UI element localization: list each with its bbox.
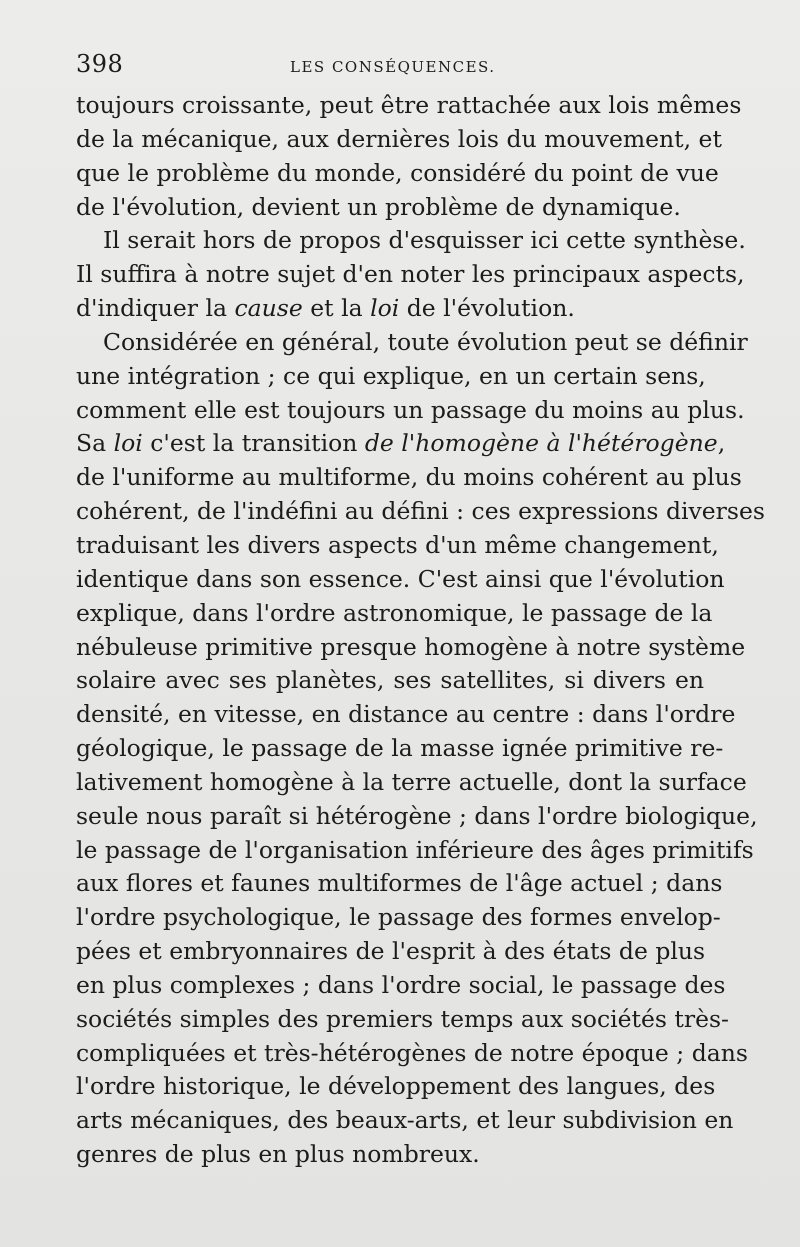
text-line: toujours croissante, peut être rattachée aux lois mêmes	[76, 91, 742, 119]
text-line: Il serait hors de propos d'esquisser ici cette synthèse.	[103, 226, 746, 255]
text-line: une intégration ; ce qui explique, en un certain sens,	[76, 361, 706, 390]
text-line: nébuleuse primitive presque homogène à notre système	[76, 632, 746, 661]
text-line: densité, en vitesse, en distance au centre : dans l'ordre	[76, 700, 736, 729]
italic-term: cause	[234, 294, 303, 323]
text-line: identique dans son essence. C'est ainsi que l'évolution	[76, 564, 725, 593]
paragraph-3	[76, 326, 765, 1172]
text-line: genres de plus en plus nombreux.	[76, 1140, 480, 1169]
text-line: Il suffira à notre sujet d'en noter les principaux aspects,	[76, 260, 745, 289]
text-line: Sa loi c'est la transition de l'homogène à l'hétérogène,	[76, 429, 726, 458]
text-line: pées et embryonnaires de l'esprit à des états de plus	[76, 937, 706, 966]
text-line: explique, dans l'ordre astronomique, le passage de la	[76, 598, 713, 627]
text-line: l'ordre psychologique, le passage des formes envelop-	[76, 903, 721, 932]
page-header	[76, 50, 708, 86]
italic-term: loi	[113, 429, 143, 458]
text-line: traduisant les divers aspects d'un même changement,	[76, 530, 719, 559]
page-number: 398	[76, 50, 124, 78]
text-line: d'indiquer la cause et la loi de l'évolution.	[76, 294, 575, 323]
text-line: seule nous paraît si hétérogène ; dans l'ordre biologique,	[76, 801, 758, 830]
text-line: Considérée en général, toute évolution peut se définir	[103, 327, 748, 356]
italic-term: loi	[370, 294, 400, 323]
text-line: aux flores et faunes multiformes de l'âge actuel ; dans	[76, 869, 723, 898]
text-line: de l'uniforme au multiforme, du moins cohérent au plus	[76, 463, 742, 492]
text-line: solaire avec ses planètes, ses satellites, si divers en	[76, 666, 704, 695]
text-line: compliquées et très-hétérogènes de notre époque ; dans	[76, 1038, 748, 1067]
text-line: de la mécanique, aux dernières lois du mouvement, et	[76, 124, 722, 153]
text-line: comment elle est toujours un passage du moins au plus.	[76, 395, 745, 424]
text-line: de l'évolution, devient un problème de dynamique.	[76, 192, 681, 221]
text-line: le passage de l'organisation inférieure des âges primitifs	[76, 835, 754, 864]
paragraph-1	[76, 89, 742, 224]
text-line: arts mécaniques, des beaux-arts, et leur subdivision en	[76, 1106, 734, 1135]
running-title: LES CONSÉQUENCES.	[290, 58, 496, 76]
text-line: que le problème du monde, considéré du point de vue	[76, 158, 719, 187]
text-line: cohérent, de l'indéfini au défini : ces expressions diverses	[76, 497, 765, 526]
italic-term: de l'homogène à l'hétérogène	[364, 429, 718, 458]
text-line: l'ordre historique, le développement des langues, des	[76, 1072, 716, 1101]
text-line: sociétés simples des premiers temps aux sociétés très-	[76, 1004, 729, 1033]
body-text	[76, 89, 765, 1172]
text-line: géologique, le passage de la masse ignée primitive re-	[76, 734, 724, 763]
text-line: lativement homogène à la terre actuelle, dont la surface	[76, 767, 747, 796]
paragraph-2	[76, 224, 746, 326]
text-line: en plus complexes ; dans l'ordre social, le passage des	[76, 970, 726, 999]
